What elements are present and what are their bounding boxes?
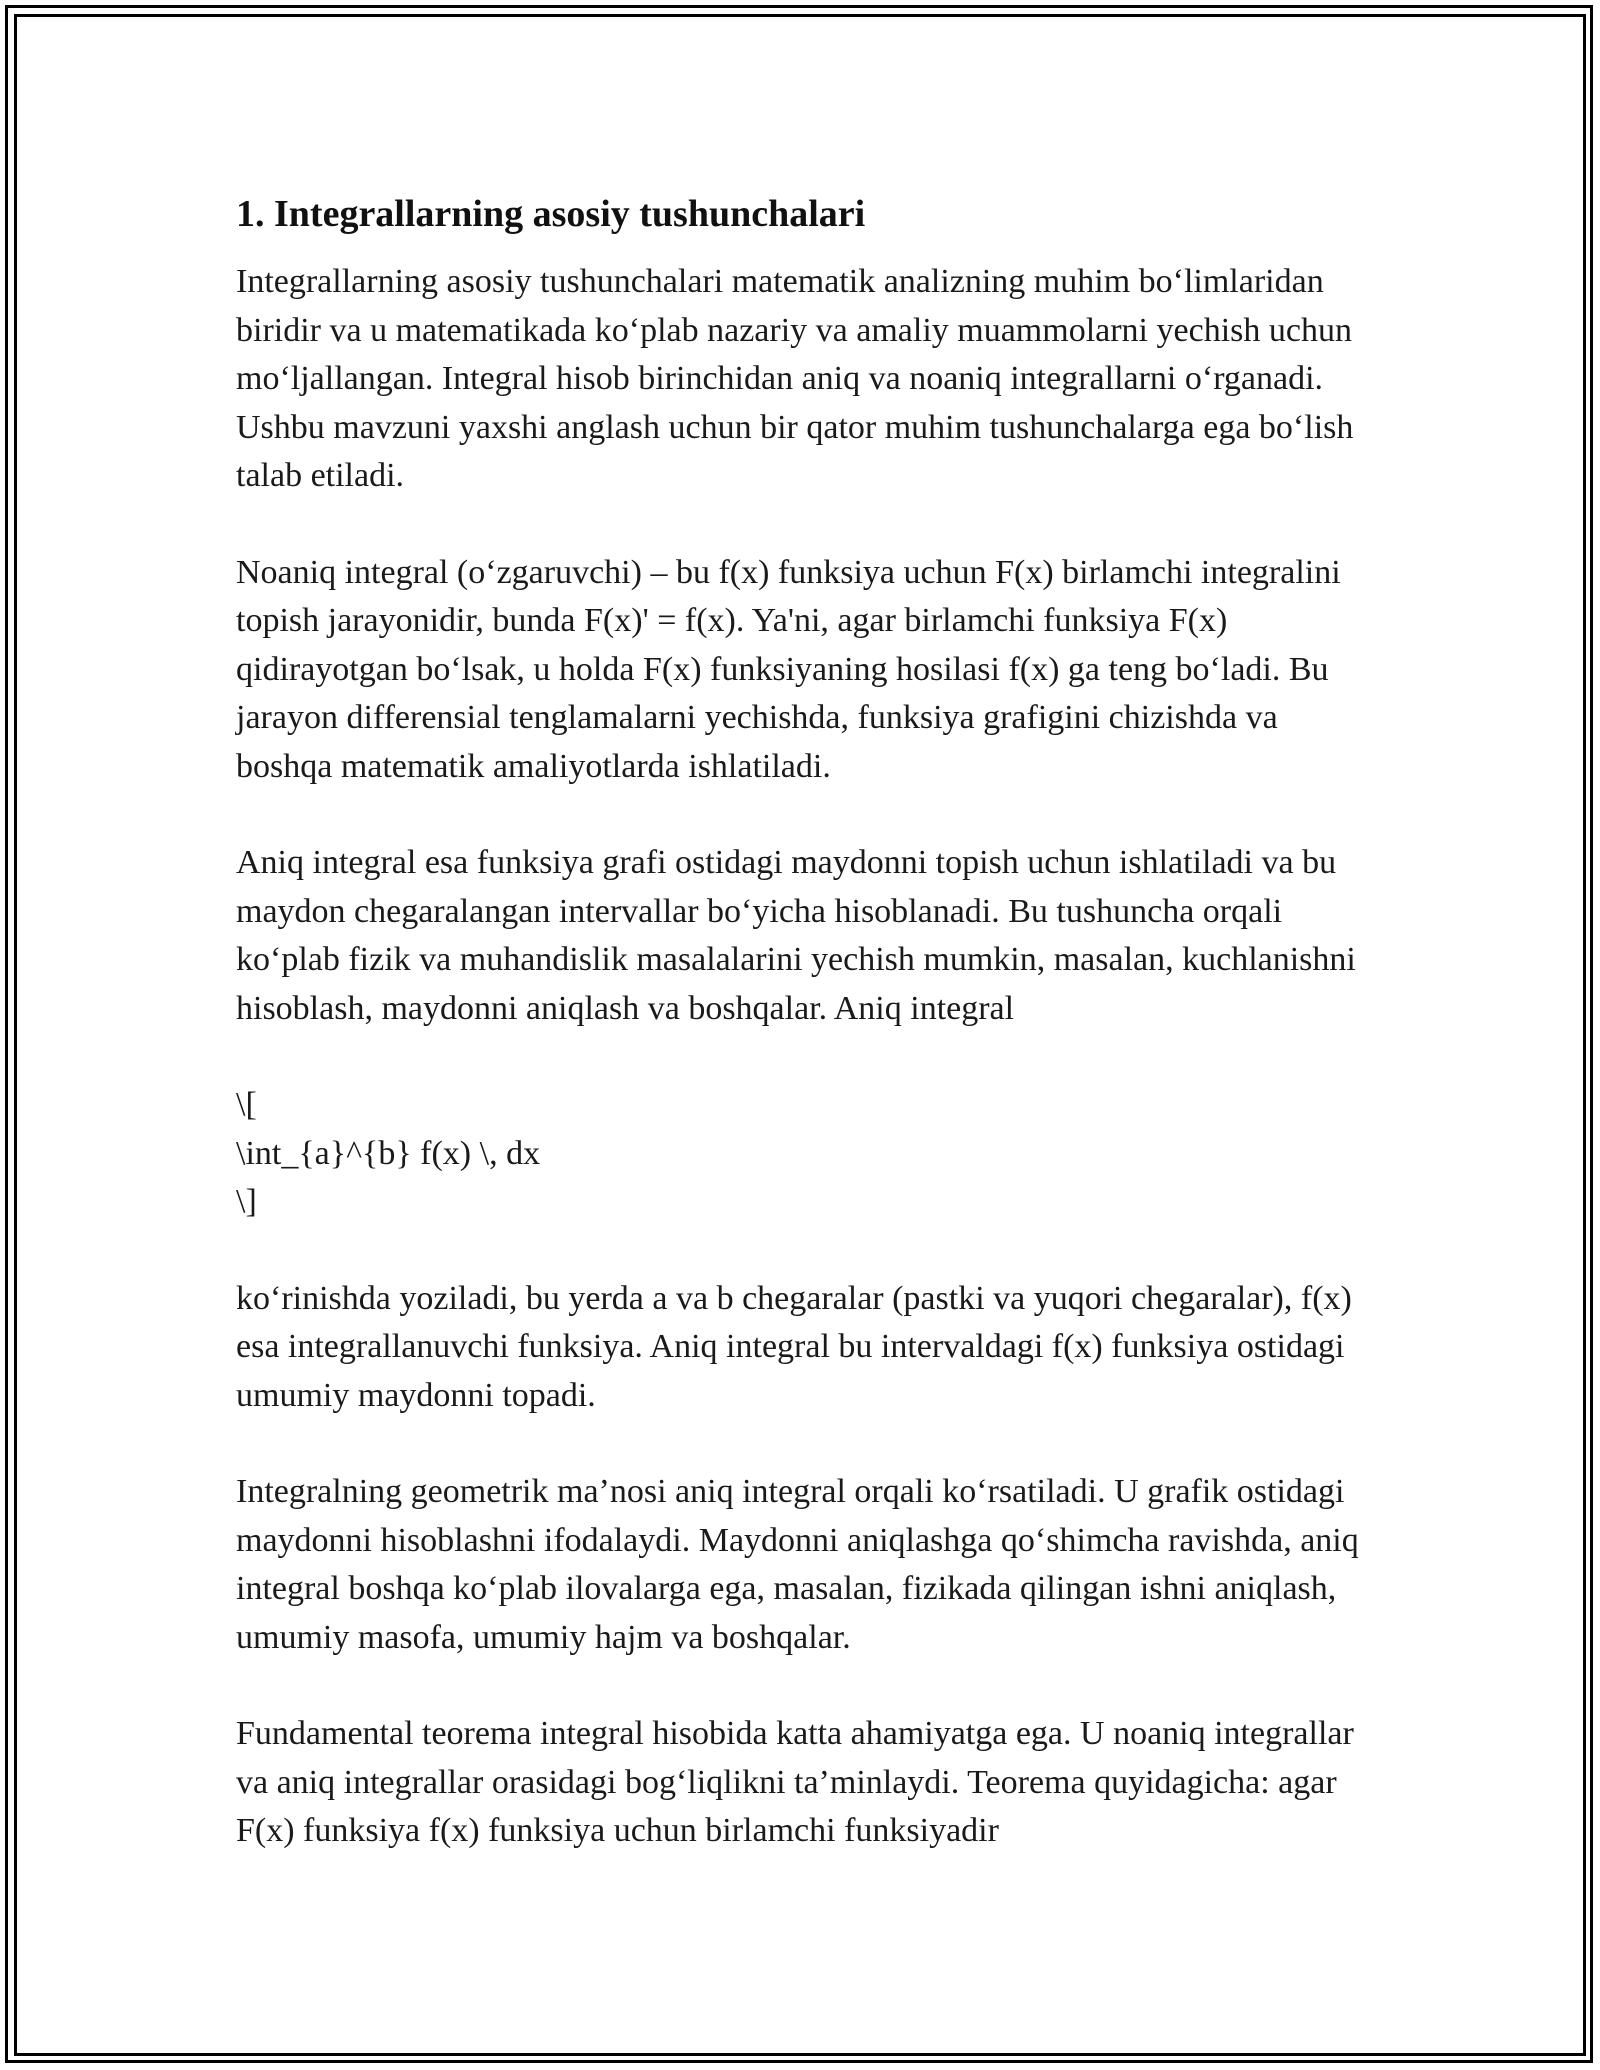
formula-line-close: \] — [236, 1183, 257, 1220]
document-body — [236, 188, 1366, 1904]
paragraph-intro: Integrallarning asosiy tushunchalari matematik analizning muhim bo‘limlaridan biridir va u matematikada ko‘plab nazariy va amaliy muammolarni yechish uchun mo‘ljallangan. Integral hisob birinchidan aniq va noaniq integrallarni o‘rganadi. Ushbu mavzuni yaxshi anglash uchun bir qator muhim tushunchalarga ega bo‘lish talab etiladi. — [236, 263, 1354, 494]
paragraph-indefinite-integral: Noaniq integral (o‘zgaruvchi) – bu f(x) funksiya uchun F(x) birlamchi integralini topish jarayonidir, bunda F(x)' = f(x). Ya'ni, agar birlamchi funksiya F(x) qidirayotgan bo‘lsak, u holda F(x) funksiyaning hosilasi f(x) ga teng bo‘ladi. Bu jarayon differensial tenglamalarni yechishda, funksiya grafigini chizishda va boshqa matematik amaliyotlarda ishlatiladi. — [236, 553, 1341, 785]
section-heading: 1. Integrallarning asosiy tushunchalari — [236, 193, 866, 235]
paragraph-notation: ko‘rinishda yoziladi, bu yerda a va b chegaralar (pastki va yuqori chegaralar), f(x) esa integrallanuvchi funksiya. Aniq integral bu intervaldagi f(x) funksiya ostidagi umumiy maydonni topadi. — [236, 1279, 1352, 1414]
paragraph-definite-integral: Aniq integral esa funksiya grafi ostidagi maydonni topish uchun ishlatiladi va bu maydon chegaralangan intervallar bo‘yicha hisoblanadi. Bu tushuncha orqali ko‘plab fizik va muhandislik masalalarini yechish mumkin, masalan, kuchlanishni hisoblash, maydonni aniqlash va boshqalar. Aniq integral — [236, 844, 1356, 1027]
paragraph-geometric-meaning: Integralning geometrik ma’nosi aniq integral orqali ko‘rsatiladi. U grafik ostidagi maydonni hisoblashni ifodalaydi. Maydonni aniqlashga qo‘shimcha ravishda, aniq integral boshqa ko‘plab ilovalarga ega, masalan, fizikada qilingan ishni aniqlash, umumiy masofa, umumiy hajm va boshqalar. — [236, 1473, 1359, 1656]
paragraph-fundamental-theorem: Fundamental teorema integral hisobida katta ahamiyatga ega. U noaniq integrallar va aniq integrallar orasidagi bog‘liqlikni ta’minlaydi. Teorema quyidagicha: agar F(x) funksiya f(x) funksiya uchun birlamchi funksiyadir — [236, 1715, 1354, 1849]
formula-line-integral: \int_{a}^{b} f(x) \, dx — [236, 1134, 541, 1172]
formula-block — [236, 1081, 1366, 1227]
formula-line-open: \[ — [236, 1086, 257, 1123]
